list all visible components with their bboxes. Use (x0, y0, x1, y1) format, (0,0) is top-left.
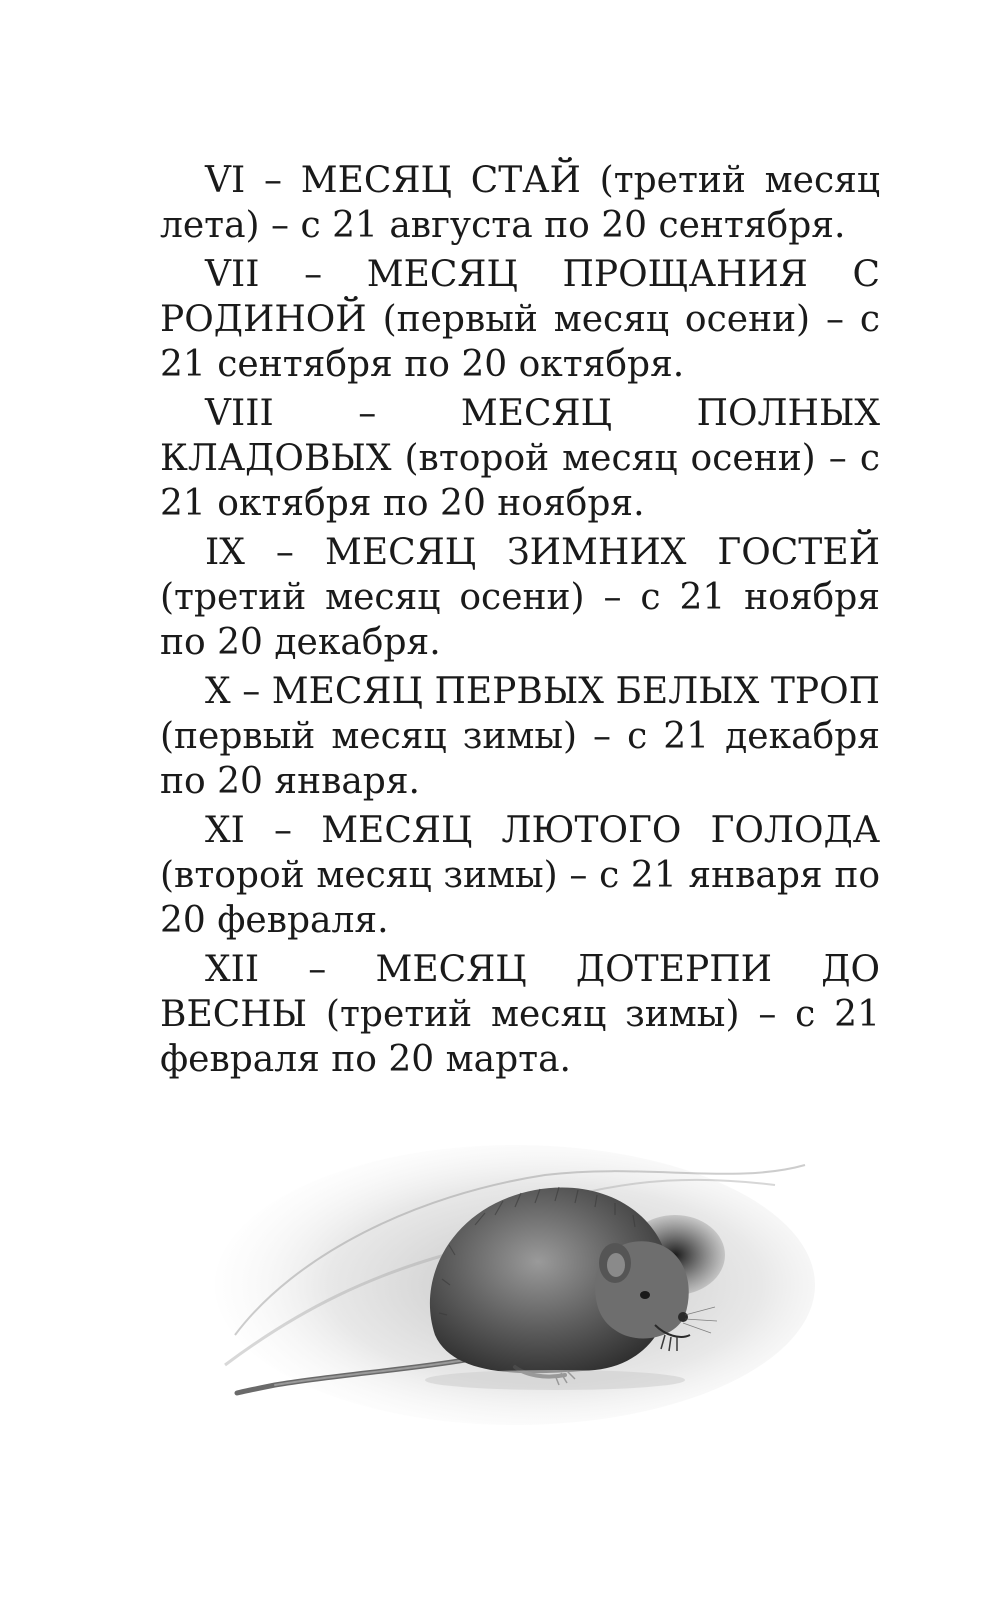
month-entry-vi: VI – МЕСЯЦ СТАЙ (третий месяц лета) – с 21 августа по 20 сентября. (160, 160, 880, 246)
month-entry-viii: VIII – МЕСЯЦ ПОЛНЫХ КЛАДОВЫХ (второй месяц осени) – с 21 октября по 20 ноября. (160, 393, 880, 524)
month-entry-xi: XI – МЕСЯЦ ЛЮТОГО ГОЛОДА (второй месяц зимы) – с 21 января по 20 февраля. (160, 810, 880, 941)
page-text-block (160, 158, 880, 1086)
month-entry-ix: IX – МЕСЯЦ ЗИМНИХ ГОСТЕЙ (третий месяц осени) – с 21 ноября по 20 декабря. (160, 532, 880, 663)
month-entry-vii: VII – МЕСЯЦ ПРОЩАНИЯ С РОДИНОЙ (первый месяц осени) – с 21 сентября по 20 октября. (160, 254, 880, 385)
month-entry-x: X – МЕСЯЦ ПЕРВЫХ БЕЛЫХ ТРОП (первый месяц зимы) – с 21 декабря по 20 января. (160, 671, 880, 802)
mouse-illustration-icon (215, 1135, 815, 1465)
month-entry-xii: XII – МЕСЯЦ ДОТЕРПИ ДО ВЕСНЫ (третий месяц зимы) – с 21 февраля по 20 марта. (160, 949, 880, 1080)
